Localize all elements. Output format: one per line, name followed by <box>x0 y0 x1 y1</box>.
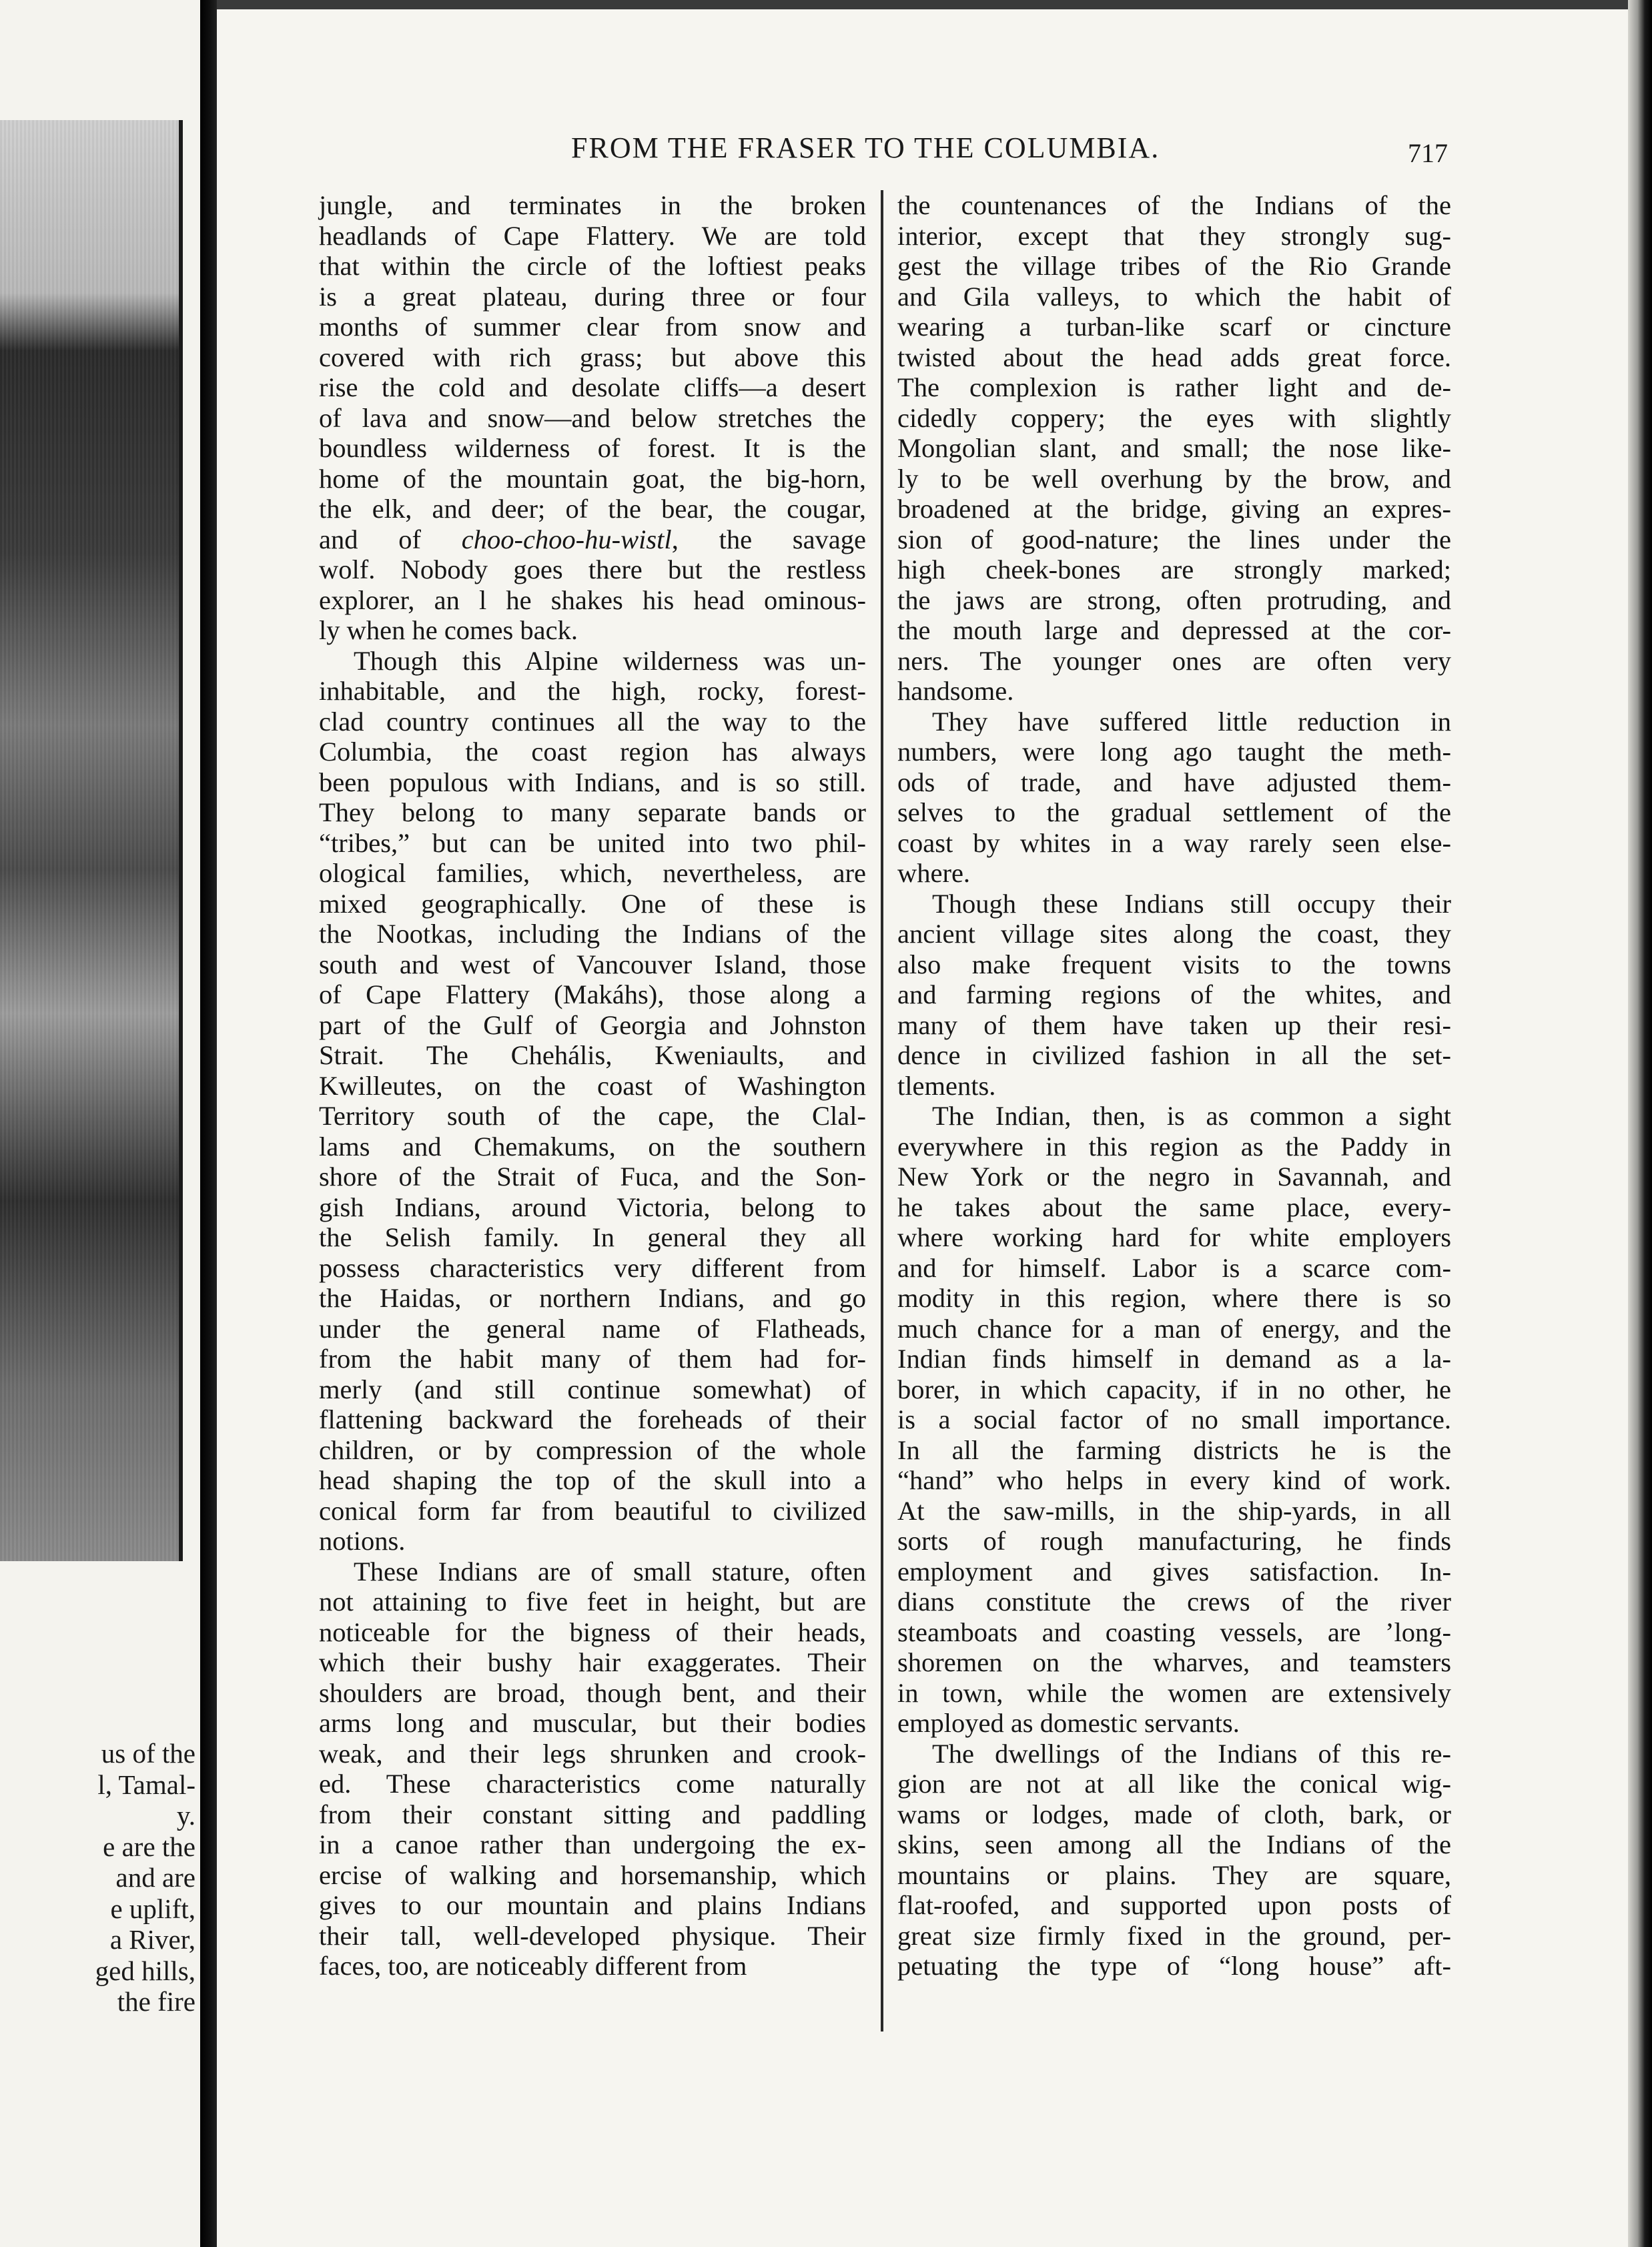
text-line: south and west of Vancouver Island, those <box>319 949 866 979</box>
text-line: the Haidas, or northern Indians, and go <box>319 1283 866 1313</box>
text-line: where working hard for white employers <box>897 1222 1451 1252</box>
text-line: borer, in which capacity, if in no other, he <box>897 1374 1451 1404</box>
text-line: dence in civilized fashion in all the set- <box>897 1040 1451 1070</box>
facing-page-line: and are <box>115 1862 195 1893</box>
text-line: gives to our mountain and plains Indians <box>319 1890 866 1920</box>
facing-page-line: ged hills, <box>95 1955 195 1986</box>
text-line: arms long and muscular, but their bodies <box>319 1708 866 1738</box>
text-line: which their bushy hair exaggerates. Their <box>319 1647 866 1677</box>
text-line: merly (and still continue somewhat) of <box>319 1374 866 1404</box>
page-number: 717 <box>1408 138 1448 168</box>
text-line: and for himself. Labor is a scarce com- <box>897 1252 1451 1283</box>
text-line: gish Indians, around Victoria, belong to <box>319 1192 866 1222</box>
facing-page <box>0 0 200 2247</box>
text-line: faces, too, are noticeably different from <box>319 1951 747 1981</box>
text-line: At the saw-mills, in the ship-yards, in all <box>897 1495 1451 1526</box>
text-line: been populous with Indians, and is so still. <box>319 767 866 797</box>
text-line: numbers, were long ago taught the meth- <box>897 737 1451 767</box>
text-line: mixed geographically. One of these is <box>319 888 866 919</box>
text-line: ods of trade, and have adjusted them- <box>897 767 1451 797</box>
text-line: also make frequent visits to the towns <box>897 949 1451 979</box>
text-line: The Indian, then, is as common a sight <box>932 1101 1451 1131</box>
text-line: much chance for a man of energy, and the <box>897 1313 1451 1344</box>
text-line: from their constant sitting and paddling <box>319 1799 866 1829</box>
text-line: ly to be well overhung by the brow, and <box>897 463 1451 494</box>
text-line: Though this Alpine wilderness was un- <box>354 645 866 676</box>
text-line: Though these Indians still occupy their <box>932 888 1451 919</box>
text-line: head shaping the top of the skull into a <box>319 1465 866 1495</box>
facing-page-line: e are the <box>103 1831 195 1862</box>
text-line: in town, while the women are extensively <box>897 1677 1451 1708</box>
text-line: the elk, and deer; of the bear, the cougar, <box>319 494 866 524</box>
text-line: Strait. The Chehális, Kweniaults, and <box>319 1040 866 1070</box>
text-line: handsome. <box>897 676 1014 706</box>
text-line: great size firmly fixed in the ground, per- <box>897 1920 1451 1951</box>
text-line: from the habit many of them had for- <box>319 1344 866 1374</box>
text-line: shoremen on the wharves, and teamsters <box>897 1647 1451 1677</box>
text-line: possess characteristics very different from <box>319 1252 866 1283</box>
text-line: modity in this region, where there is so <box>897 1283 1451 1313</box>
text-line: In all the farming districts he is the <box>897 1434 1451 1465</box>
text-line: high cheek-bones are strongly marked; <box>897 554 1451 584</box>
text-line: shore of the Strait of Fuca, and the Son- <box>319 1162 866 1192</box>
facing-page-line: us of the <box>101 1738 195 1769</box>
text-line: that within the circle of the loftiest peaks <box>319 251 866 281</box>
text-line: broadened at the bridge, giving an expres- <box>897 494 1451 524</box>
text-line: everywhere in this region as the Paddy in <box>897 1131 1451 1162</box>
text-line: wearing a turban-like scarf or cincture <box>897 312 1451 342</box>
text-line: is a social factor of no small importance. <box>897 1404 1451 1434</box>
text-line: the countenances of the Indians of the <box>897 190 1451 220</box>
text-line: in a canoe rather than undergoing the ex- <box>319 1829 866 1859</box>
text-line: dians constitute the crews of the river <box>897 1587 1451 1617</box>
text-line: They have suffered little reduction in <box>932 706 1451 737</box>
text-line: part of the Gulf of Georgia and Johnston <box>319 1009 866 1040</box>
text-line: and Gila valleys, to which the habit of <box>897 281 1451 312</box>
text-line: mountains or plains. They are square, <box>897 1859 1451 1890</box>
facing-page-line: a River, <box>109 1924 195 1955</box>
text-line: notions. <box>319 1526 406 1556</box>
text-line: employment and gives satisfaction. In- <box>897 1556 1451 1587</box>
text-line: jungle, and terminates in the broken <box>319 190 866 220</box>
text-line: months of summer clear from snow and <box>319 312 866 342</box>
text-line: noticeable for the bigness of their heads, <box>319 1617 866 1647</box>
text-line: ly when he comes back. <box>319 615 578 645</box>
text-line: not attaining to five feet in height, but are <box>319 1587 866 1617</box>
text-line: and of choo-choo-hu-wistl, the savage <box>319 524 866 554</box>
text-line: ological families, which, nevertheless, are <box>319 858 866 888</box>
text-line: petuating the type of “long house” aft- <box>897 1951 1451 1981</box>
text-line: interior, except that they strongly sug- <box>897 220 1451 251</box>
text-line: the jaws are strong, often protruding, and <box>897 584 1451 615</box>
text-column-left <box>319 190 866 1981</box>
text-line: their tall, well-developed physique. Their <box>319 1920 866 1951</box>
text-line: Territory south of the cape, the Clal- <box>319 1101 866 1131</box>
text-line: sion of good-nature; the lines under the <box>897 524 1451 554</box>
text-line: coast by whites in a way rarely seen else- <box>897 827 1451 858</box>
column-divider <box>881 190 883 2032</box>
text-line: twisted about the head adds great force. <box>897 342 1451 372</box>
text-line: ners. The younger ones are often very <box>897 645 1451 676</box>
running-title: FROM THE FRASER TO THE COLUMBIA. <box>571 131 1160 164</box>
text-line: the mouth large and depressed at the cor- <box>897 615 1451 645</box>
text-line: wams or lodges, made of cloth, bark, or <box>897 1799 1451 1829</box>
text-line: They belong to many separate bands or <box>319 797 866 827</box>
facing-page-line: y. <box>176 1800 195 1831</box>
text-line: “hand” who helps in every kind of work. <box>897 1465 1451 1495</box>
text-line: the Selish family. In general they all <box>319 1222 866 1252</box>
text-line: the Nootkas, including the Indians of the <box>319 919 866 949</box>
text-line: inhabitable, and the high, rocky, forest- <box>319 676 866 706</box>
text-line: ed. These characteristics come naturally <box>319 1769 866 1799</box>
text-line: conical form far from beautiful to civilized <box>319 1495 866 1526</box>
text-line: wolf. Nobody goes there but the restless <box>319 554 866 584</box>
facing-page-text <box>5 1738 195 2017</box>
text-line: Columbia, the coast region has always <box>319 737 866 767</box>
text-line: gest the village tribes of the Rio Grande <box>897 251 1451 281</box>
text-column-right <box>897 190 1451 1981</box>
text-line: headlands of Cape Flattery. We are told <box>319 220 866 251</box>
text-line: tlements. <box>897 1070 996 1101</box>
text-line: of Cape Flattery (Makáhs), those along a <box>319 979 866 1009</box>
text-line: skins, seen among all the Indians of the <box>897 1829 1451 1859</box>
facing-page-illustration <box>0 120 183 1561</box>
text-line: ancient village sites along the coast, they <box>897 919 1451 949</box>
text-line: These Indians are of small stature, often <box>354 1556 866 1587</box>
text-line: gion are not at all like the conical wig- <box>897 1769 1451 1799</box>
text-line: steamboats and coasting vessels, are ’long- <box>897 1617 1451 1647</box>
text-line: and farming regions of the whites, and <box>897 979 1451 1009</box>
text-line: lams and Chemakums, on the southern <box>319 1131 866 1162</box>
page-edge <box>1628 0 1652 2247</box>
text-line: under the general name of Flatheads, <box>319 1313 866 1344</box>
top-edge <box>217 0 1651 9</box>
text-line: clad country continues all the way to the <box>319 706 866 737</box>
text-line: weak, and their legs shrunken and crook- <box>319 1738 866 1769</box>
text-line: cidedly coppery; the eyes with slightly <box>897 402 1451 433</box>
text-line: children, or by compression of the whole <box>319 1434 866 1465</box>
text-line: selves to the gradual settlement of the <box>897 797 1451 827</box>
text-line: home of the mountain goat, the big-horn, <box>319 463 866 494</box>
text-line: ercise of walking and horsemanship, which <box>319 1859 866 1890</box>
text-line: flattening backward the foreheads of their <box>319 1404 866 1434</box>
text-line: Kwilleutes, on the coast of Washington <box>319 1070 866 1101</box>
text-line: shoulders are broad, though bent, and their <box>319 1677 866 1708</box>
text-line: explorer, an l he shakes his head ominous- <box>319 584 866 615</box>
text-line: many of them have taken up their resi- <box>897 1009 1451 1040</box>
text-line: Mongolian slant, and small; the nose like- <box>897 433 1451 463</box>
facing-page-line: the fire <box>117 1986 195 2017</box>
text-line: is a great plateau, during three or four <box>319 281 866 312</box>
text-line: The dwellings of the Indians of this re- <box>932 1738 1451 1769</box>
text-line: “tribes,” but can be united into two phil- <box>319 827 866 858</box>
text-line: Indian finds himself in demand as a la- <box>897 1344 1451 1374</box>
text-line: flat-roofed, and supported upon posts of <box>897 1890 1451 1920</box>
text-line: rise the cold and desolate cliffs—a desert <box>319 372 866 402</box>
text-line: sorts of rough manufacturing, he finds <box>897 1526 1451 1556</box>
text-line: boundless wilderness of forest. It is the <box>319 433 866 463</box>
text-line: employed as domestic servants. <box>897 1708 1240 1738</box>
facing-page-line: e uplift, <box>110 1893 195 1924</box>
text-line: New York or the negro in Savannah, and <box>897 1162 1451 1192</box>
text-line: of lava and snow—and below stretches the <box>319 402 866 433</box>
text-line: covered with rich grass; but above this <box>319 342 866 372</box>
text-line: The complexion is rather light and de- <box>897 372 1451 402</box>
text-line: he takes about the same place, every- <box>897 1192 1451 1222</box>
facing-page-line: l, Tamal- <box>97 1769 195 1800</box>
text-line: where. <box>897 858 971 888</box>
